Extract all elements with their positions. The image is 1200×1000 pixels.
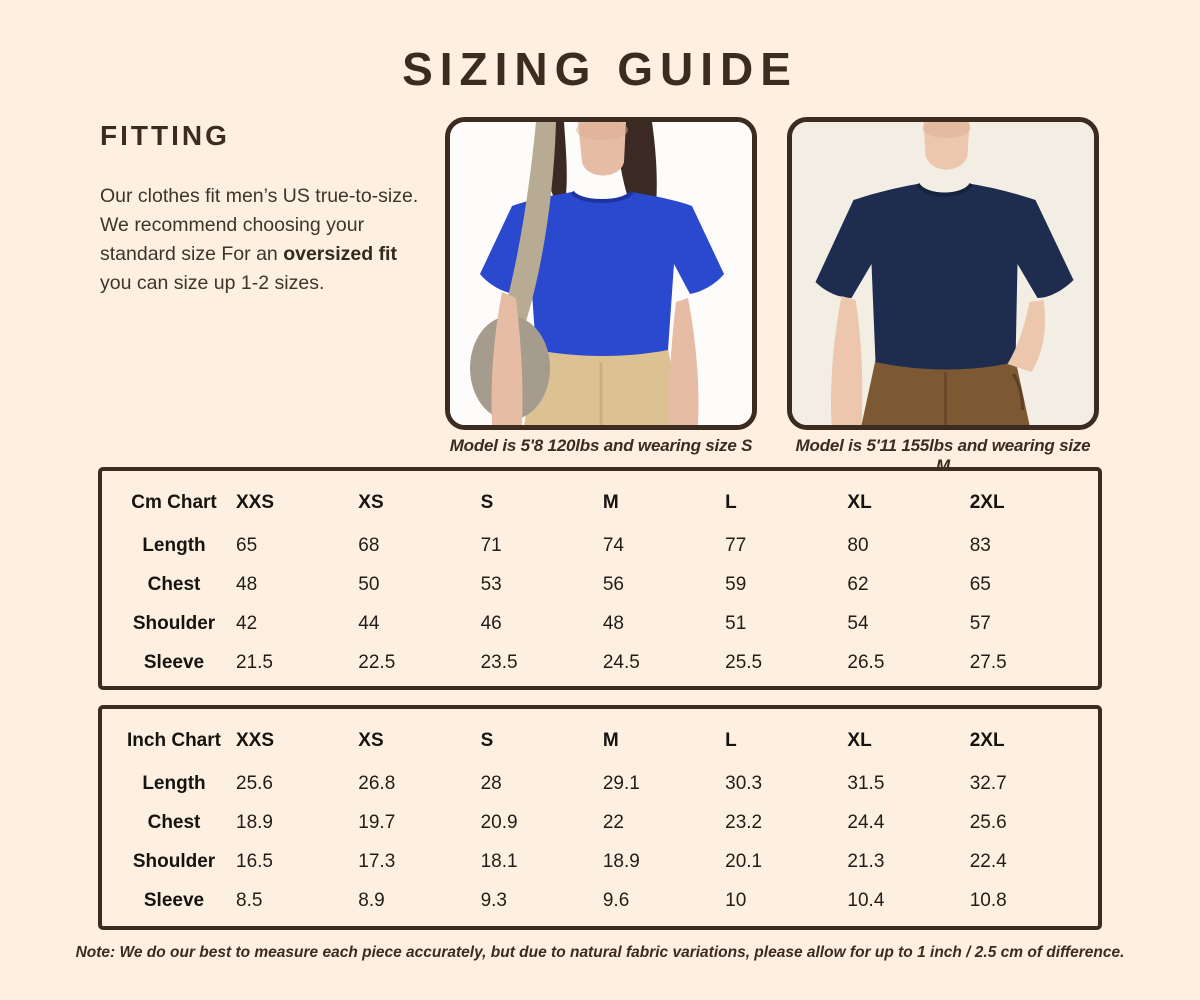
cell-value: 17.3: [358, 850, 396, 872]
inch-size-chart: [98, 705, 1102, 930]
column-header: XS: [358, 729, 384, 751]
chart-title: Inch Chart: [127, 729, 221, 751]
row-label: Shoulder: [132, 612, 216, 634]
cell-value: 26.8: [358, 772, 396, 794]
male-model-illustration: [792, 122, 1094, 425]
cell-value: 22: [602, 811, 624, 833]
column-header: S: [480, 491, 494, 513]
cell-value: 46: [480, 612, 502, 634]
cell-value: 29.1: [602, 772, 640, 794]
cell-value: 53: [480, 573, 502, 595]
cell-value: 25.6: [236, 772, 273, 794]
cell-value: 28: [480, 772, 502, 794]
model-photo-size-s: [445, 117, 757, 430]
cell-value: 9.6: [602, 889, 630, 911]
column-header: L: [725, 729, 737, 751]
fitting-text-bold: oversized fit: [283, 243, 397, 265]
model-caption-size-m: Model is 5'11 155lbs and wearing size M: [795, 436, 1091, 475]
cell-value: 48: [236, 573, 258, 595]
column-header: M: [602, 491, 619, 513]
cell-value: 71: [480, 534, 502, 556]
cell-value: 80: [847, 534, 869, 556]
column-header: XXS: [236, 729, 275, 751]
row-label: Chest: [147, 811, 201, 833]
fitting-heading: FITTING: [100, 120, 230, 151]
cell-value: 10.8: [969, 889, 1007, 911]
cell-value: 30.3: [725, 772, 763, 794]
cell-value: 18.1: [480, 850, 518, 872]
fitting-section: [100, 120, 420, 298]
cell-value: 16.5: [236, 850, 273, 872]
cell-value: 54: [847, 612, 869, 634]
cell-value: 10.4: [847, 889, 885, 911]
cell-value: 26.5: [847, 651, 885, 673]
chart-title: Cm Chart: [131, 491, 217, 513]
cell-value: 74: [602, 534, 624, 556]
row-label: Length: [142, 772, 206, 794]
female-model-illustration: [450, 122, 752, 425]
page-title: SIZING GUIDE: [402, 43, 798, 95]
column-header: 2XL: [969, 729, 1005, 751]
cell-value: 51: [725, 612, 747, 634]
cm-size-chart: [98, 467, 1102, 690]
column-header: M: [602, 729, 619, 751]
fitting-text: [100, 182, 420, 298]
row-label: Sleeve: [143, 651, 205, 673]
row-label: Length: [142, 534, 206, 556]
cell-value: 21.5: [236, 651, 273, 673]
cell-value: 20.1: [725, 850, 763, 872]
cell-value: 18.9: [236, 811, 273, 833]
cell-value: 9.3: [480, 889, 507, 911]
cell-value: 32.7: [969, 772, 1007, 794]
cell-value: 24.4: [847, 811, 885, 833]
cell-value: 21.3: [847, 850, 885, 872]
fitting-text-part2: you can size up 1-2 sizes.: [100, 272, 325, 294]
cell-value: 44: [358, 612, 380, 634]
cell-value: 23.2: [725, 811, 763, 833]
column-header: L: [725, 491, 737, 513]
row-label: Shoulder: [132, 850, 216, 872]
cell-value: 19.7: [358, 811, 396, 833]
inch-chart-grid: [102, 709, 1098, 920]
model-caption-size-s: Model is 5'8 120lbs and wearing size S: [449, 436, 753, 455]
cell-value: 42: [236, 612, 258, 634]
cm-chart-grid: [102, 471, 1098, 682]
measurement-note: Note: We do our best to measure each piece accurately, but due to natural fabric variations, please allow for up to 1 inch / 2.5 cm of difference.: [75, 944, 1125, 961]
row-label: Chest: [147, 573, 201, 595]
cell-value: 18.9: [602, 850, 640, 872]
cell-value: 25.5: [725, 651, 763, 673]
cell-value: 27.5: [969, 651, 1007, 673]
cell-value: 20.9: [480, 811, 518, 833]
cell-value: 59: [725, 573, 747, 595]
column-header: S: [480, 729, 494, 751]
cell-value: 23.5: [480, 651, 518, 673]
cell-value: 68: [358, 534, 380, 556]
cell-value: 8.5: [236, 889, 263, 911]
cell-value: 65: [236, 534, 258, 556]
cell-value: 22.4: [969, 850, 1007, 872]
cell-value: 57: [969, 612, 991, 634]
cell-value: 22.5: [358, 651, 396, 673]
model-photo-size-m: [787, 117, 1099, 430]
column-header: XS: [358, 491, 384, 513]
fitting-text-part1: Our clothes fit men’s US true-to-size. We recommend choosing your standard size For an: [100, 185, 419, 265]
cell-value: 50: [358, 573, 380, 595]
cell-value: 24.5: [602, 651, 640, 673]
column-header: XXS: [236, 491, 275, 513]
row-label: Sleeve: [143, 889, 205, 911]
column-header: XL: [847, 491, 872, 513]
cell-value: 25.6: [969, 811, 1007, 833]
cell-value: 62: [847, 573, 869, 595]
cell-value: 56: [602, 573, 624, 595]
cell-value: 83: [969, 534, 991, 556]
cell-value: 48: [602, 612, 624, 634]
cell-value: 10: [725, 889, 747, 911]
cell-value: 65: [969, 573, 991, 595]
column-header: 2XL: [969, 491, 1005, 513]
cell-value: 8.9: [358, 889, 385, 911]
cell-value: 77: [725, 534, 747, 556]
column-header: XL: [847, 729, 872, 751]
cell-value: 31.5: [847, 772, 885, 794]
